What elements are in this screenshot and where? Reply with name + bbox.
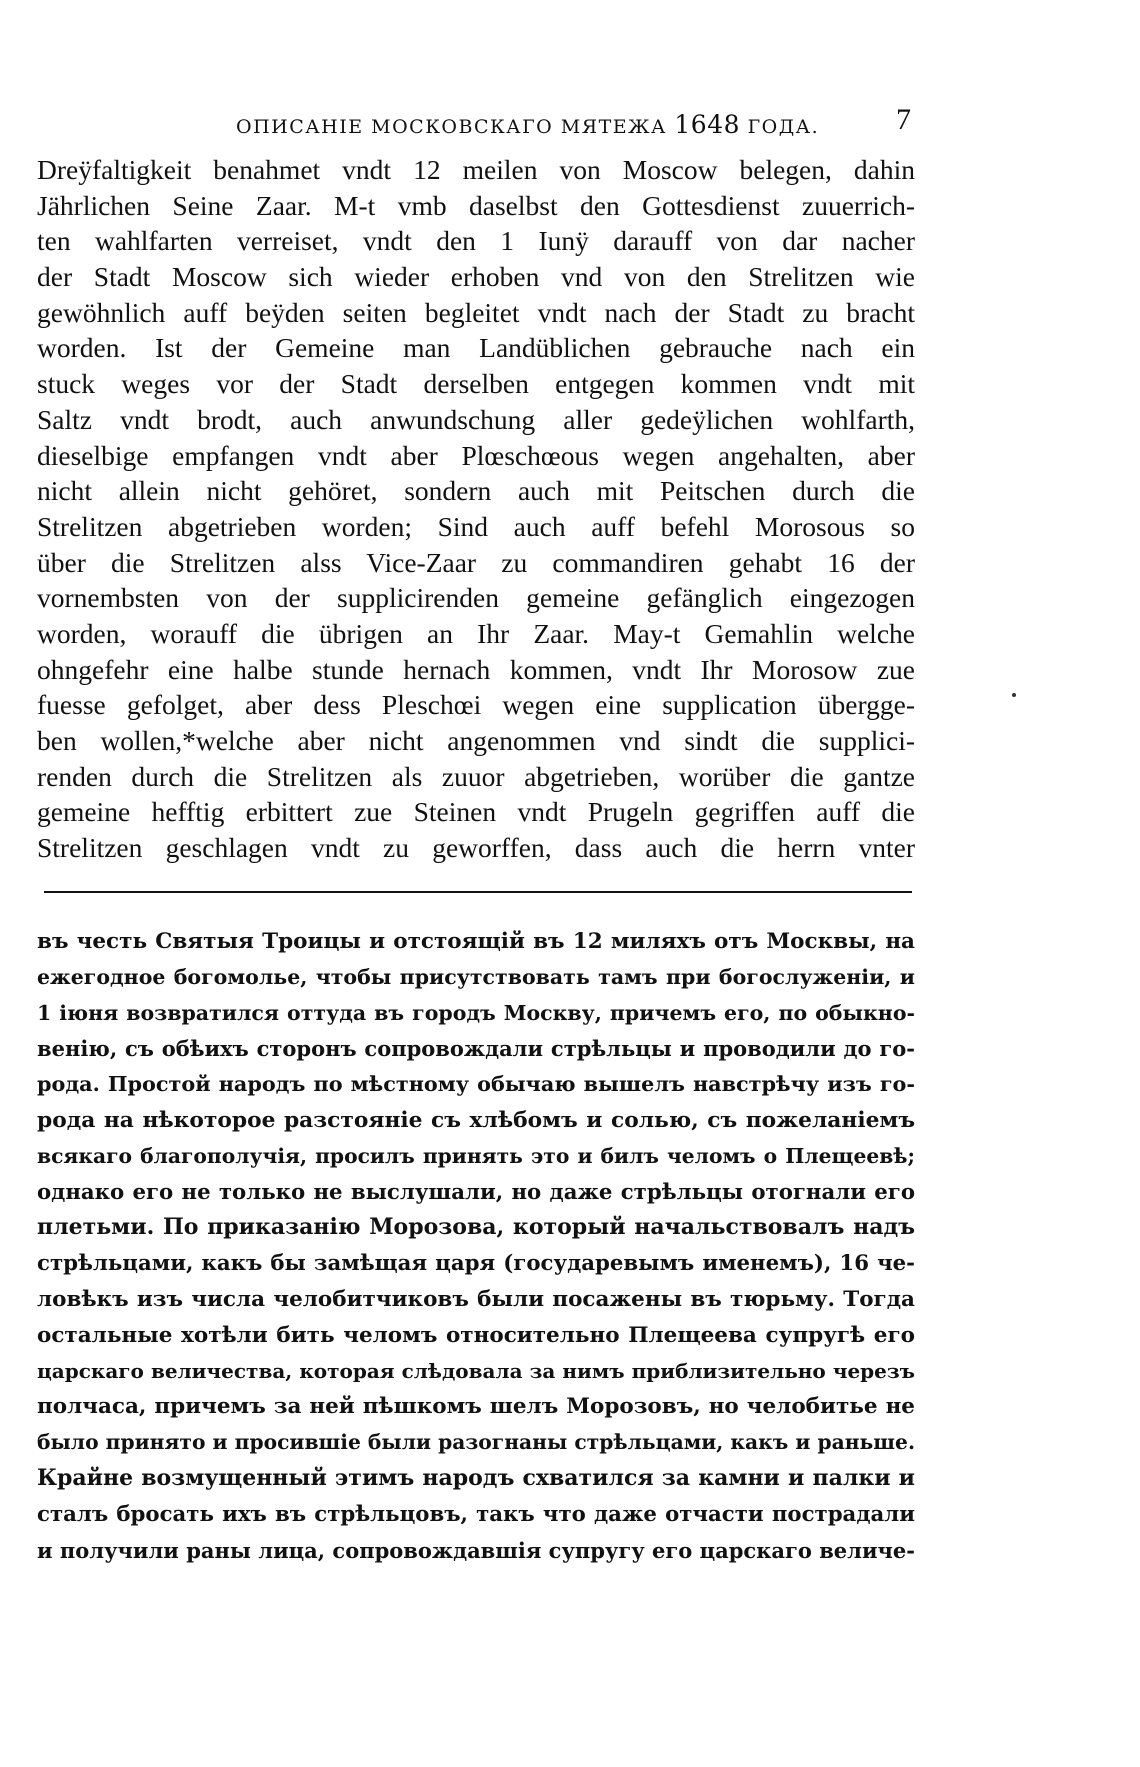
german-line: dieselbige empfangen vndt aber Plœschœous wegen angehalten, aber <box>37 439 915 471</box>
russian-line: рода на нѣкоторое разстояніе съ хлѣбомъ и солью, съ пожеланіемъ <box>37 1107 915 1133</box>
russian-line: полчаса, причемъ за ней пѣшкомъ шелъ Морозовъ, но челобитье не <box>37 1394 915 1420</box>
russian-line: 1 іюня возвратился оттуда въ городъ Москву, причемъ его, по обыкно- <box>37 1000 915 1025</box>
running-title-suffix: ГОДА. <box>747 116 820 138</box>
page-number: 7 <box>896 103 911 136</box>
russian-line: стрѣльцами, какъ бы замѣщая царя (государевымъ именемъ), 16 че- <box>37 1251 915 1277</box>
russian-line: остальные хотѣли бить челомъ относительно Плещеева супругѣ его <box>37 1322 915 1348</box>
russian-line: сталъ бросать ихъ въ стрѣльцовъ, такъ что даже отчасти пострадали <box>37 1501 915 1527</box>
russian-line: всякаго благополучія, просилъ принять это и билъ челомъ о Плещеевѣ; <box>37 1143 915 1168</box>
german-line: gemeine hefftig erbittert zue Steinen vndt Prugeln gegriffen auff die <box>37 796 915 828</box>
german-line: Strelitzen abgetrieben worden; Sind auch auff befehl Morosous so <box>37 510 915 542</box>
russian-line: плетьми. По приказанію Морозова, который начальствовалъ надъ <box>37 1214 915 1241</box>
german-line: renden durch die Strelitzen als zuuor abgetrieben, worüber die gantze <box>37 760 915 792</box>
german-line: ohngefehr eine halbe stunde hernach kommen, vndt Ihr Morosow zue <box>37 653 915 685</box>
russian-line: ловѣкъ изъ числа челобитчиковъ были посажены въ тюрьму. Тогда <box>37 1286 915 1312</box>
german-line: worden, worauff die übrigen an Ihr Zaar. May-t Gemahlin welche <box>37 617 915 649</box>
russian-line: венію, съ обѣихъ сторонъ сопровождали стрѣльцы и проводили до го- <box>37 1036 915 1062</box>
russian-translation-text <box>37 924 915 1568</box>
german-line: der Stadt Moscow sich wieder erhoben vnd von den Strelitzen wie <box>37 261 915 293</box>
german-line: Dreÿfaltigkeit benahmet vndt 12 meilen von Moscow belegen, dahin <box>37 154 915 185</box>
russian-line: однако его не только не выслушали, но даже стрѣльцы отогнали его <box>37 1179 915 1205</box>
german-line: Saltz vndt brodt, auch anwundschung aller gedeÿlichen wohlfarth, <box>37 403 915 435</box>
german-line: fuesse gefolget, aber dess Pleschœi wegen eine supplication übergge- <box>37 689 915 721</box>
russian-line: Крайне возмущенный этимъ народъ схватился за камни и палки и <box>37 1464 915 1491</box>
german-line: Strelitzen geschlagen vndt zu geworffen, dass auch die herrn vnter <box>37 832 915 864</box>
running-title-year: 1648 <box>674 110 741 139</box>
german-source-text <box>37 152 915 866</box>
russian-line: въ честь Святыя Троицы и отстоящій въ 12 миляхъ отъ Москвы, на <box>37 929 915 954</box>
russian-line: и получили раны лица, сопровождавшія супругу его царскаго величе- <box>37 1537 915 1563</box>
russian-line: рода. Простой народъ по мѣстному обычаю вышелъ навстрѣчу изъ го- <box>37 1072 915 1097</box>
russian-line: царскаго величества, которая слѣдовала за нимъ приблизительно черезъ <box>37 1358 915 1383</box>
german-line: gewöhnlich auff beÿden seiten begleitet vndt nach der Stadt zu bracht <box>37 296 915 328</box>
russian-line: было принято и просившіе были разогнаны стрѣльцами, какъ и раньше. <box>37 1430 915 1455</box>
german-line: ten wahlfarten verreiset, vndt den 1 Iunÿ darauff von dar nacher <box>37 225 915 257</box>
russian-line: ежегодное богомолье, чтобы присутствовать тамъ при богослуженіи, и <box>37 964 915 989</box>
german-line: ben wollen,*welche aber nicht angenommen vnd sindt die supplici- <box>37 725 915 756</box>
german-line: stuck weges vor der Stadt derselben entgegen kommen vndt mit <box>37 368 915 400</box>
running-title: ОПИСАНІЕ МОСКОВСКАГО МЯТЕЖА <box>236 116 667 138</box>
german-line: worden. Ist der Gemeine man Landüblichen gebrauche nach ein <box>37 332 915 364</box>
german-line: nicht allein nicht gehöret, sondern auch mit Peitschen durch die <box>37 475 915 507</box>
german-line: Jährlichen Seine Zaar. M-t vmb daselbst den Gottesdienst zuuerrich- <box>37 189 915 221</box>
german-line: vornembsten von der supplicirenden gemeine gefänglich eingezogen <box>37 582 915 614</box>
footnote-divider <box>44 891 912 893</box>
german-line: über die Strelitzen alss Vice-Zaar zu commandiren gehabt 16 der <box>37 546 915 578</box>
scan-speck <box>1012 693 1016 697</box>
running-head <box>236 110 819 139</box>
